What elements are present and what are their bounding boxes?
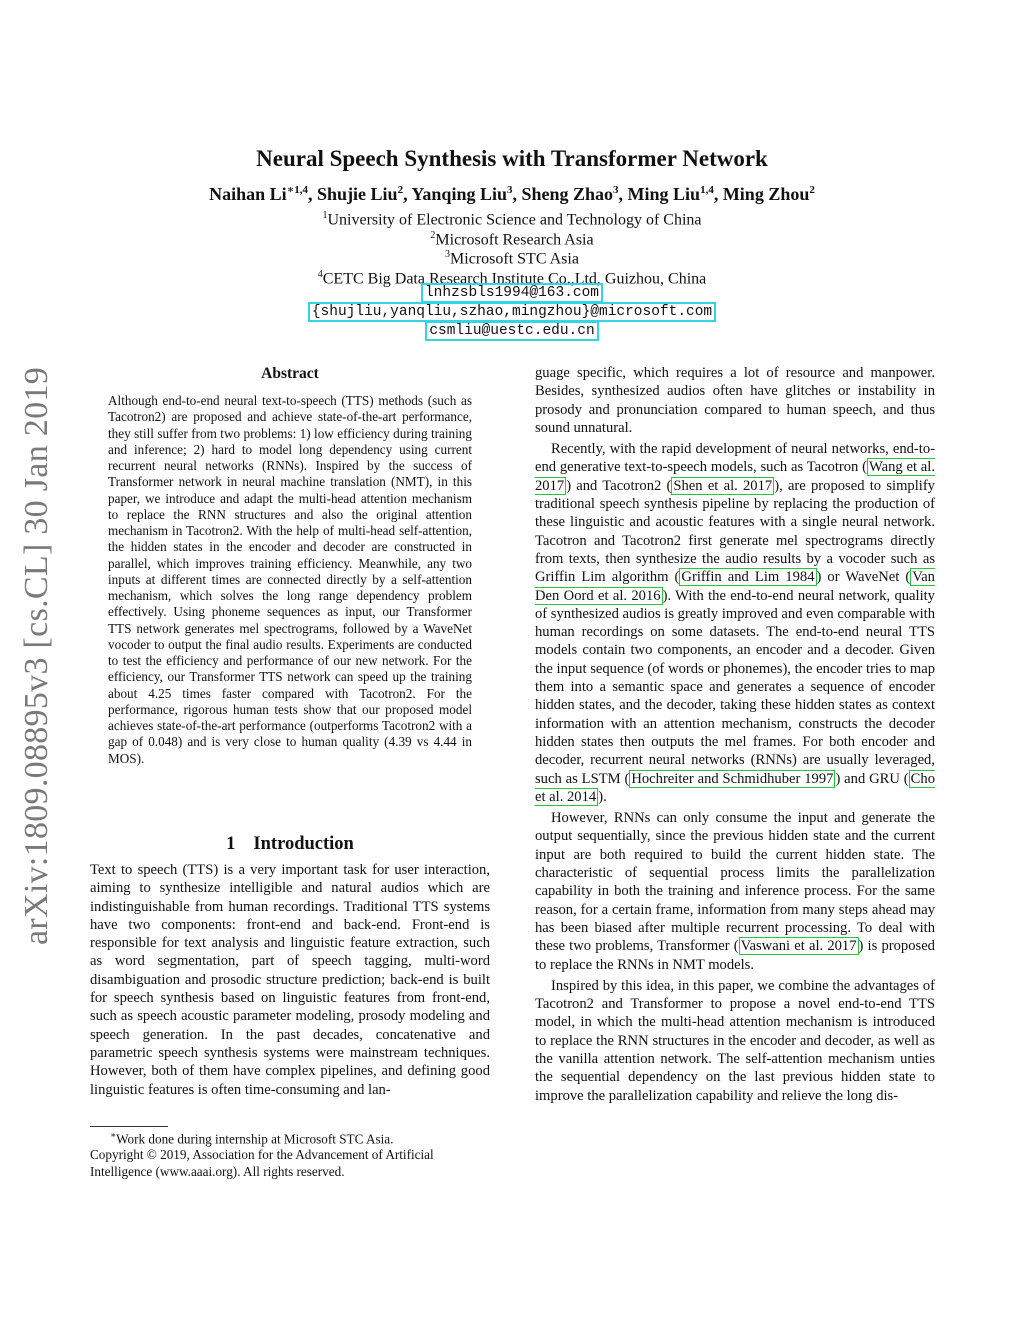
affiliation-text: Microsoft STC Asia bbox=[450, 250, 579, 268]
email-link[interactable]: lnhzsbls1994@163.com bbox=[421, 283, 603, 303]
footnote-text: Work done during internship at Microsoft STC Asia. bbox=[116, 1131, 394, 1147]
author-name: Ming Zhou bbox=[722, 184, 810, 204]
citation-link[interactable]: Wang et al. 2017 bbox=[535, 459, 935, 494]
paragraph-text: ) or WaveNet ( bbox=[816, 569, 911, 586]
email-line bbox=[0, 323, 1024, 339]
paragraph-text: ) and GRU ( bbox=[835, 770, 909, 787]
affiliation-text: Microsoft Research Asia bbox=[435, 231, 594, 249]
author-affiliation-mark: 2 bbox=[397, 184, 404, 196]
author-name: Naihan Li bbox=[209, 184, 287, 204]
section-heading-introduction bbox=[90, 834, 490, 855]
author-affiliation-mark: ∗1,4 bbox=[286, 184, 309, 196]
email-link[interactable]: csmliu@uestc.edu.cn bbox=[425, 321, 598, 341]
paragraph-text: Recently, with the rapid development of neural networks, end-to-end generative text-to-speech models, such as Tacotron ( bbox=[535, 441, 935, 476]
author-affiliation-mark: 3 bbox=[506, 184, 513, 196]
affiliation-mark: 3 bbox=[445, 249, 451, 260]
introduction-paragraph: Text to speech (TTS) is a very important task for user interaction, aiming to synthesize intelligible and natural audios which are indistinguishable from human recordings. Traditional TTS systems have two components: front-end and back-end. Front-end is responsible for text analysis and linguistic feature extraction, such as word segmentation, part of speech tagging, multi-word disambiguation and prosodic structure prediction; back-end is built for speech synthesis based on linguistic features from front-end, such as speech acoustic parameter modeling, prosody modeling and speech generation. In the past decades, concatenative and parametric speech synthesis systems were mainstream techniques. However, both of them have complex pipelines, and defining good linguistic features is often time-consuming and lan- bbox=[90, 862, 490, 1098]
citation-link[interactable]: Hochreiter and Schmidhuber 1997 bbox=[631, 770, 834, 787]
author-affiliation-mark: 1,4 bbox=[700, 184, 714, 196]
arxiv-identifier-stamp: arXiv:1809.08895v3 [cs.CL] 30 Jan 2019 bbox=[18, 367, 55, 945]
footnote bbox=[110, 1130, 393, 1147]
author-affiliation-mark: 3 bbox=[613, 184, 619, 196]
footnote-divider bbox=[90, 1126, 168, 1127]
affiliation-mark: 1 bbox=[322, 210, 328, 221]
affiliation-mark: 4 bbox=[317, 269, 323, 280]
abstract-text: Although end-to-end neural text-to-speech (TTS) methods (such as Tacotron2) are proposed and achieve state-of-the-art performance, they still suffer from two problems: 1) low efficiency during training and inference; 2) hard to model long dependency using current recurrent neural networks (RNNs). Inspired by the success of Transformer network in neural machine translation (NMT), in this paper, we introduce and adapt the multi-head attention mechanism to replace the RNN structures and also the original attention mechanism in Tacotron2. With the help of multi-head self-attention, the hidden states in the encoder and decoder are constructed in parallel, which improves training efficiency. Meanwhile, any two inputs at different times are connected directly by a self-attention mechanism, which solves the long range dependency problem effectively. Using phoneme sequences as input, our Transformer TTS network generates mel spectrograms, followed by a WaveNet vocoder to output the final audio results. Experiments are conducted to test the efficiency and performance of our new network. For the efficiency, our Transformer TTS network can speed up the training about 4.25 times faster compared with Tacotron2. For the performance, rigorous human tests show that our proposed model achieves state-of-the-art performance (outperforms Tacotron2 with a gap of 0.048) and is very close to human quality (4.39 vs 4.44 in MOS). bbox=[108, 393, 472, 766]
footnote-mark: ∗ bbox=[110, 1130, 117, 1140]
right-column bbox=[535, 364, 935, 1108]
author-name: Shujie Liu bbox=[317, 184, 398, 204]
paragraph-text: However, RNNs can only consume the input and generate the output sequentially, since the previous hidden state and the current input are both required to build the current hidden state. The characteristic of sequential process limits the parallelization capability in both the training and inference process. For the same reason, for a certain frame, information from many steps ahead may has been biased after multiple recurrent processing. To deal with these two problems, Transformer ( bbox=[535, 810, 935, 955]
author-list: Naihan $Li^{∗1,4}$, Shujie Liu$^2$, Yanqing Liu$^3$, Sheng Zhao$^3$, Ming Liu$^{1,4}$, Ming Zhou$^2$ bbox=[209, 184, 815, 204]
copyright-notice bbox=[90, 1146, 490, 1180]
affiliation-text: CETC Big Data Research Institute Co.,Ltd, Guizhou, China bbox=[322, 270, 707, 288]
body-paragraph bbox=[535, 809, 935, 974]
copyright-text: 2019, Association for the Advancement of Artificial Intelligence (www.aaai.org). All rights reserved. bbox=[90, 1147, 434, 1179]
paper-title: Neural Speech Synthesis with Transformer Network bbox=[256, 146, 768, 171]
paragraph-text: ) and Tacotron2 ( bbox=[566, 477, 672, 494]
email-line bbox=[0, 304, 1024, 320]
author-affiliation-mark: 2 bbox=[809, 184, 815, 196]
copyright-text: Copyright bbox=[90, 1147, 147, 1162]
section-number: 1 bbox=[226, 834, 236, 854]
author-name: Sheng Zhao bbox=[521, 184, 614, 204]
citation-link[interactable]: Shen et al. 2017 bbox=[673, 477, 773, 494]
citation-link[interactable]: Van Den Oord et al. 2016 bbox=[535, 569, 935, 604]
body-paragraph: guage specific, which requires a lot of resource and manpower. Besides, synthesized audios often have glitches or instability in prosody and pronunciation compared to human speech, and thus sound unnatural. bbox=[535, 365, 935, 436]
citation-link[interactable]: Vaswani et al. 2017 bbox=[740, 938, 857, 955]
citation-link[interactable]: Cho et al. 2014 bbox=[535, 770, 935, 805]
author-name: Ming Liu bbox=[627, 184, 701, 204]
affiliation-text: University of Electronic Science and Technology of China bbox=[327, 211, 702, 229]
paragraph-text: ). With the end-to-end neural network, quality of synthesized audios is greatly improved and even comparable with human recordings on some datasets. The end-to-end neural TTS models contain two components, an encoder and a decoder. Given the input sequence (of words or phonemes), the encoder tries to map them into a semantic space and generates a sequence of encoder hidden states, and the decoder, taking these hidden states as context information with an attention mechanism, constructs the decoder hidden states then outputs the mel frames. For both encoder and decoder, recurrent neural networks (RNNs) are usually leveraged, such as LSTM ( bbox=[535, 587, 935, 787]
section-title: Introduction bbox=[253, 834, 354, 854]
paragraph-text: ). bbox=[598, 788, 607, 805]
body-paragraph bbox=[535, 440, 935, 806]
paragraph-text: ) is proposed to replace the RNNs in NMT models. bbox=[535, 938, 935, 973]
copyright-symbol: © bbox=[146, 1147, 157, 1162]
paragraph-text: ), are proposed to simplify traditional speech synthesis pipeline by replacing the production of these linguistic and acoustic features with a single neural network. Tacotron and Tacotron2 first generate mel spectrograms directly from texts, then synthesize the audio results by a vocoder such as Griffin Lim algorithm ( bbox=[535, 477, 935, 586]
citation-link[interactable]: Griffin and Lim 1984 bbox=[681, 569, 815, 586]
abstract-heading: Abstract bbox=[261, 365, 319, 382]
affiliation-mark: 2 bbox=[430, 230, 436, 241]
author-name: Yanqing Liu bbox=[411, 184, 507, 204]
email-link[interactable]: {shujliu,yanqliu,szhao,mingzhou}@microsoft.com bbox=[308, 302, 716, 322]
body-paragraph: Inspired by this idea, in this paper, we combine the advantages of Tacotron2 and Transformer to propose a novel end-to-end TTS model, in which the multi-head attention mechanism is introduced to replace the RNN structures in the encoder and decoder, as well as the vanilla attention network. The self-attention mechanism unties the sequential dependency on the last previous hidden state to improve the parallelization capability and relieve the long dis- bbox=[535, 977, 935, 1104]
email-line bbox=[0, 285, 1024, 301]
